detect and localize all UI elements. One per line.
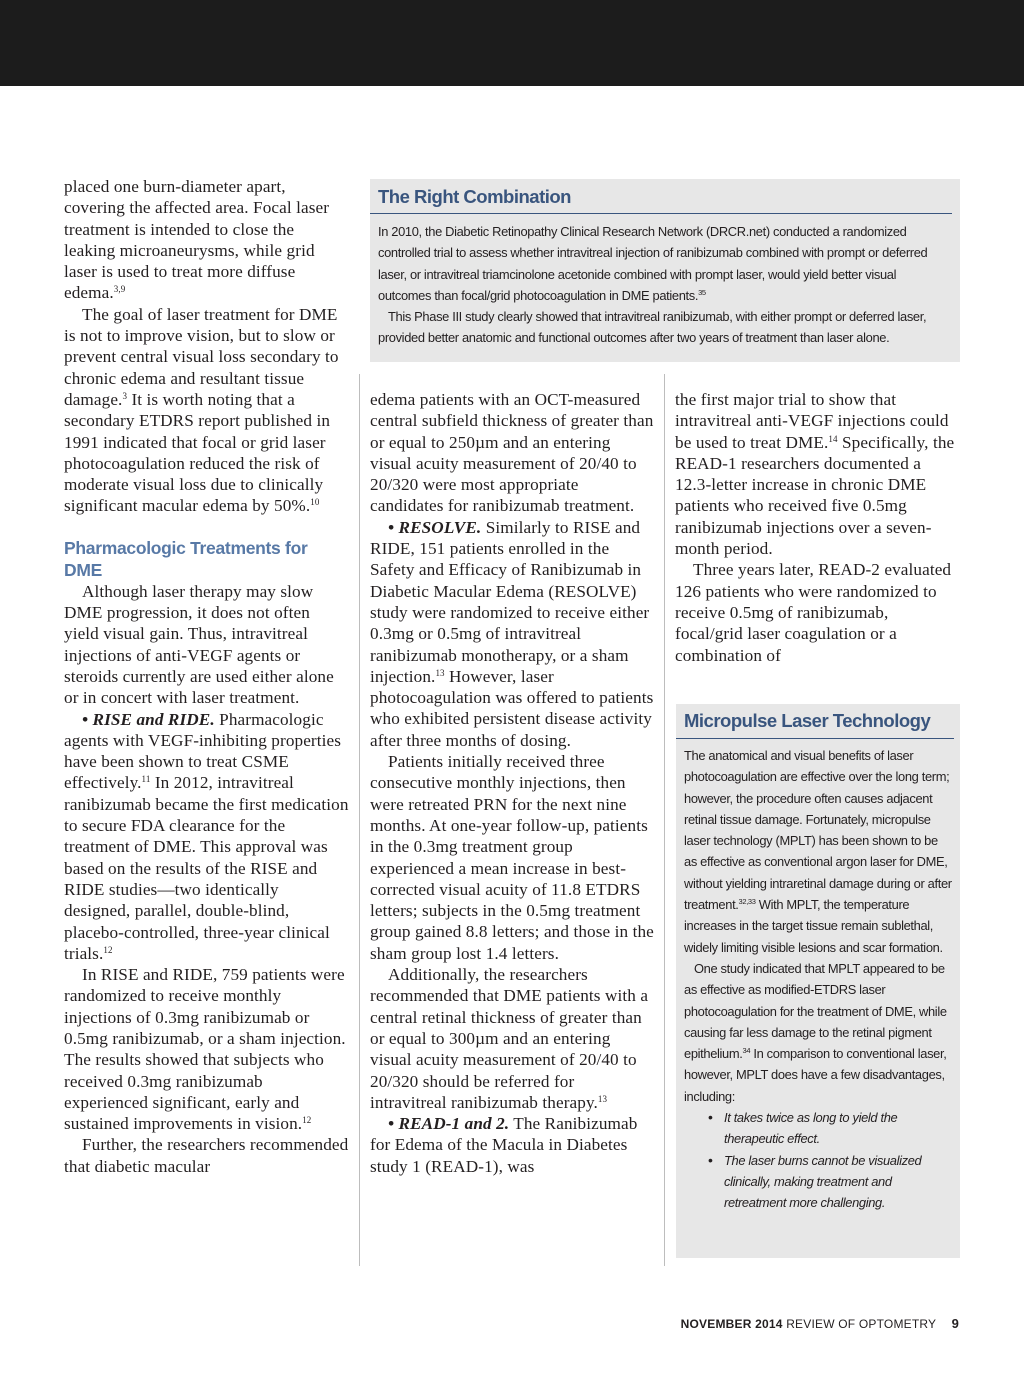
section-heading: Pharmacologic Treatments for DME — [64, 537, 308, 580]
column-one — [64, 176, 349, 1177]
paragraph: Further, the researchers recommended that diabetic macular — [64, 1135, 349, 1176]
column-divider — [664, 374, 665, 1266]
list-item: • The laser burns cannot be visualized clinically, making treatment and retreatment more challenging. — [704, 1150, 952, 1214]
sidebar-right-combination — [370, 179, 960, 362]
paragraph: Patients initially received three consecutive monthly injections, then were retreated PRN for the next nine months. At one-year follow-up, patients in the 0.3mg treatment group experienced a mean increase in best-corrected visual acuity of 11.8 ETDRS letters; subjects in the 0.5mg treatment group gained 8.8 letters; and those in the sham group lost 1.4 letters. — [370, 752, 654, 963]
publication-name: REVIEW OF OPTOMETRY — [786, 1317, 937, 1331]
paragraph: The goal of laser treatment for DME is not to improve vision, but to slow or prevent central visual loss secondary to chronic edema and resultant tissue damage.$^3$ It is worth noting that a secondary ETDRS report published in 1991 indicated that focal or grid laser photocoagulation reduced the risk of moderate visual loss due to clinically significant macular edema by 50%.$^{10}$ — [64, 304, 339, 516]
paragraph: • READ-1 and 2. The Ranibizumab for Edema of the Macula in Diabetes study 1 (READ-1), was — [370, 1114, 638, 1176]
sidebar-title: The Right Combination — [370, 179, 952, 214]
header-bar — [0, 0, 1024, 86]
paragraph: The anatomical and visual benefits of laser photocoagulation are effective over the long term; however, the procedure often causes adjacent retinal tissue damage. Fortunately, micropulse laser technology (MPLT) has been shown to be as effective as conventional argon laser for DME, without yielding intraretinal damage during or after treatment.$^{32,33}$ With MPLT, the temperature increases in the target tissue remain sublethal, widely limiting visible lesions and scar formation. — [684, 748, 952, 955]
paragraph: • RISE and RIDE. Pharmacologic agents with VEGF-inhibiting properties have been shown to treat CSME effectively.$^{11}$ In 2012, intravitreal ranibizumab became the first medication to secure FDA clearance for the treatment of DME. This approval was based on the results of the RISE and RIDE studies—two identically designed, parallel, double-blind, placebo-controlled, three-year clinical trials.$^{12}$ — [64, 709, 349, 963]
paragraph: Although laser therapy may slow DME progression, it does not often yield visual gain. Thus, intravitreal injections of anti-VEGF agents or steroids currently are used either alone or in concert with laser treatment. — [64, 581, 334, 708]
column-two — [370, 389, 654, 1177]
page-footer — [681, 1316, 959, 1331]
paragraph: One study indicated that MPLT appeared to be as effective as modified-ETDRS laser photocoagulation for the treatment of DME, while causing far less damage to the retinal pigment epithelium.$^{34}$ In comparison to conventional laser, however, MPLT does have a few disadvantages, including: — [684, 960, 947, 1104]
paragraph: edema patients with an OCT-measured central subfield thickness of greater than or equal to 250µm and an entering visual acuity measurement of 20/40 to 20/320 were most appropriate candidates for ranibizumab treatment. — [370, 390, 654, 516]
sidebar-micropulse-laser — [676, 704, 960, 1258]
paragraph: the first major trial to show that intravitreal anti-VEGF injections could be used to treat DME.$^{14}$ Specifically, the READ-1 researchers documented a 12.3-letter increase in chronic DME patients who received five 0.5mg ranibizumab injections over a seven-month period. — [675, 390, 955, 559]
paragraph: placed one burn-diameter apart, covering the affected area. Focal laser treatment is intended to close the leaking microaneurysms, while grid laser is used to treat more diffuse edema.$^{3,9}$ — [64, 177, 330, 303]
paragraph: Three years later, READ-2 evaluated 126 patients who were randomized to receive 0.5mg of ranibizumab, focal/grid laser coagulation or a combination of — [675, 560, 952, 665]
paragraph: Additionally, the researchers recommended that DME patients with a central retinal thickness of greater than or equal to 300µm and an entering visual acuity measurement of 20/40 to 20/320 should be referred for intravitreal ranibizumab therapy.$^{13}$ — [370, 965, 649, 1112]
issue-date: NOVEMBER 2014 — [680, 1317, 783, 1331]
paragraph: In 2010, the Diabetic Retinopathy Clinical Research Network (DRCR.net) conducted a randomized controlled trial to assess whether intravitreal injection of ranibizumab combined with prompt or deferred laser, or intravitreal triamcinolone acetonide combined with prompt laser, would yield better visual outcomes than focal/grid photocoagulation in DME patients.$^{35}$ — [378, 224, 928, 303]
paragraph: • RESOLVE. Similarly to RISE and RIDE, 151 patients enrolled in the Safety and Efficacy of Ranibizumab in Diabetic Macular Edema (RESOLVE) study were randomized to receive either 0.3mg or 0.5mg of intravitreal ranibizumab monotherapy, or a sham injection.$^{13}$ However, laser photocoagulation was offered to patients who exhibited persistent disease activity after three months of dosing. — [370, 517, 654, 750]
page-number: 9 — [951, 1316, 959, 1331]
paragraph: In RISE and RIDE, 759 patients were randomized to receive monthly injections of 0.3mg ranibizumab or 0.5mg ranibizumab, or a sham injection. The results showed that subjects who received 0.3mg ranibizumab experienced significant, early and sustained improvements in vision.$^{12}$ — [64, 965, 346, 1134]
list-item: • It takes twice as long to yield the therapeutic effect. — [704, 1107, 952, 1150]
column-three — [675, 389, 957, 666]
column-divider — [359, 374, 360, 1266]
paragraph: This Phase III study clearly showed that intravitreal ranibizumab, with either prompt or deferred laser, provided better anatomic and functional outcomes after two years of treatment than laser alone. — [378, 309, 927, 346]
bullet-list — [684, 1107, 952, 1213]
sidebar-title: Micropulse Laser Technology — [676, 704, 954, 739]
